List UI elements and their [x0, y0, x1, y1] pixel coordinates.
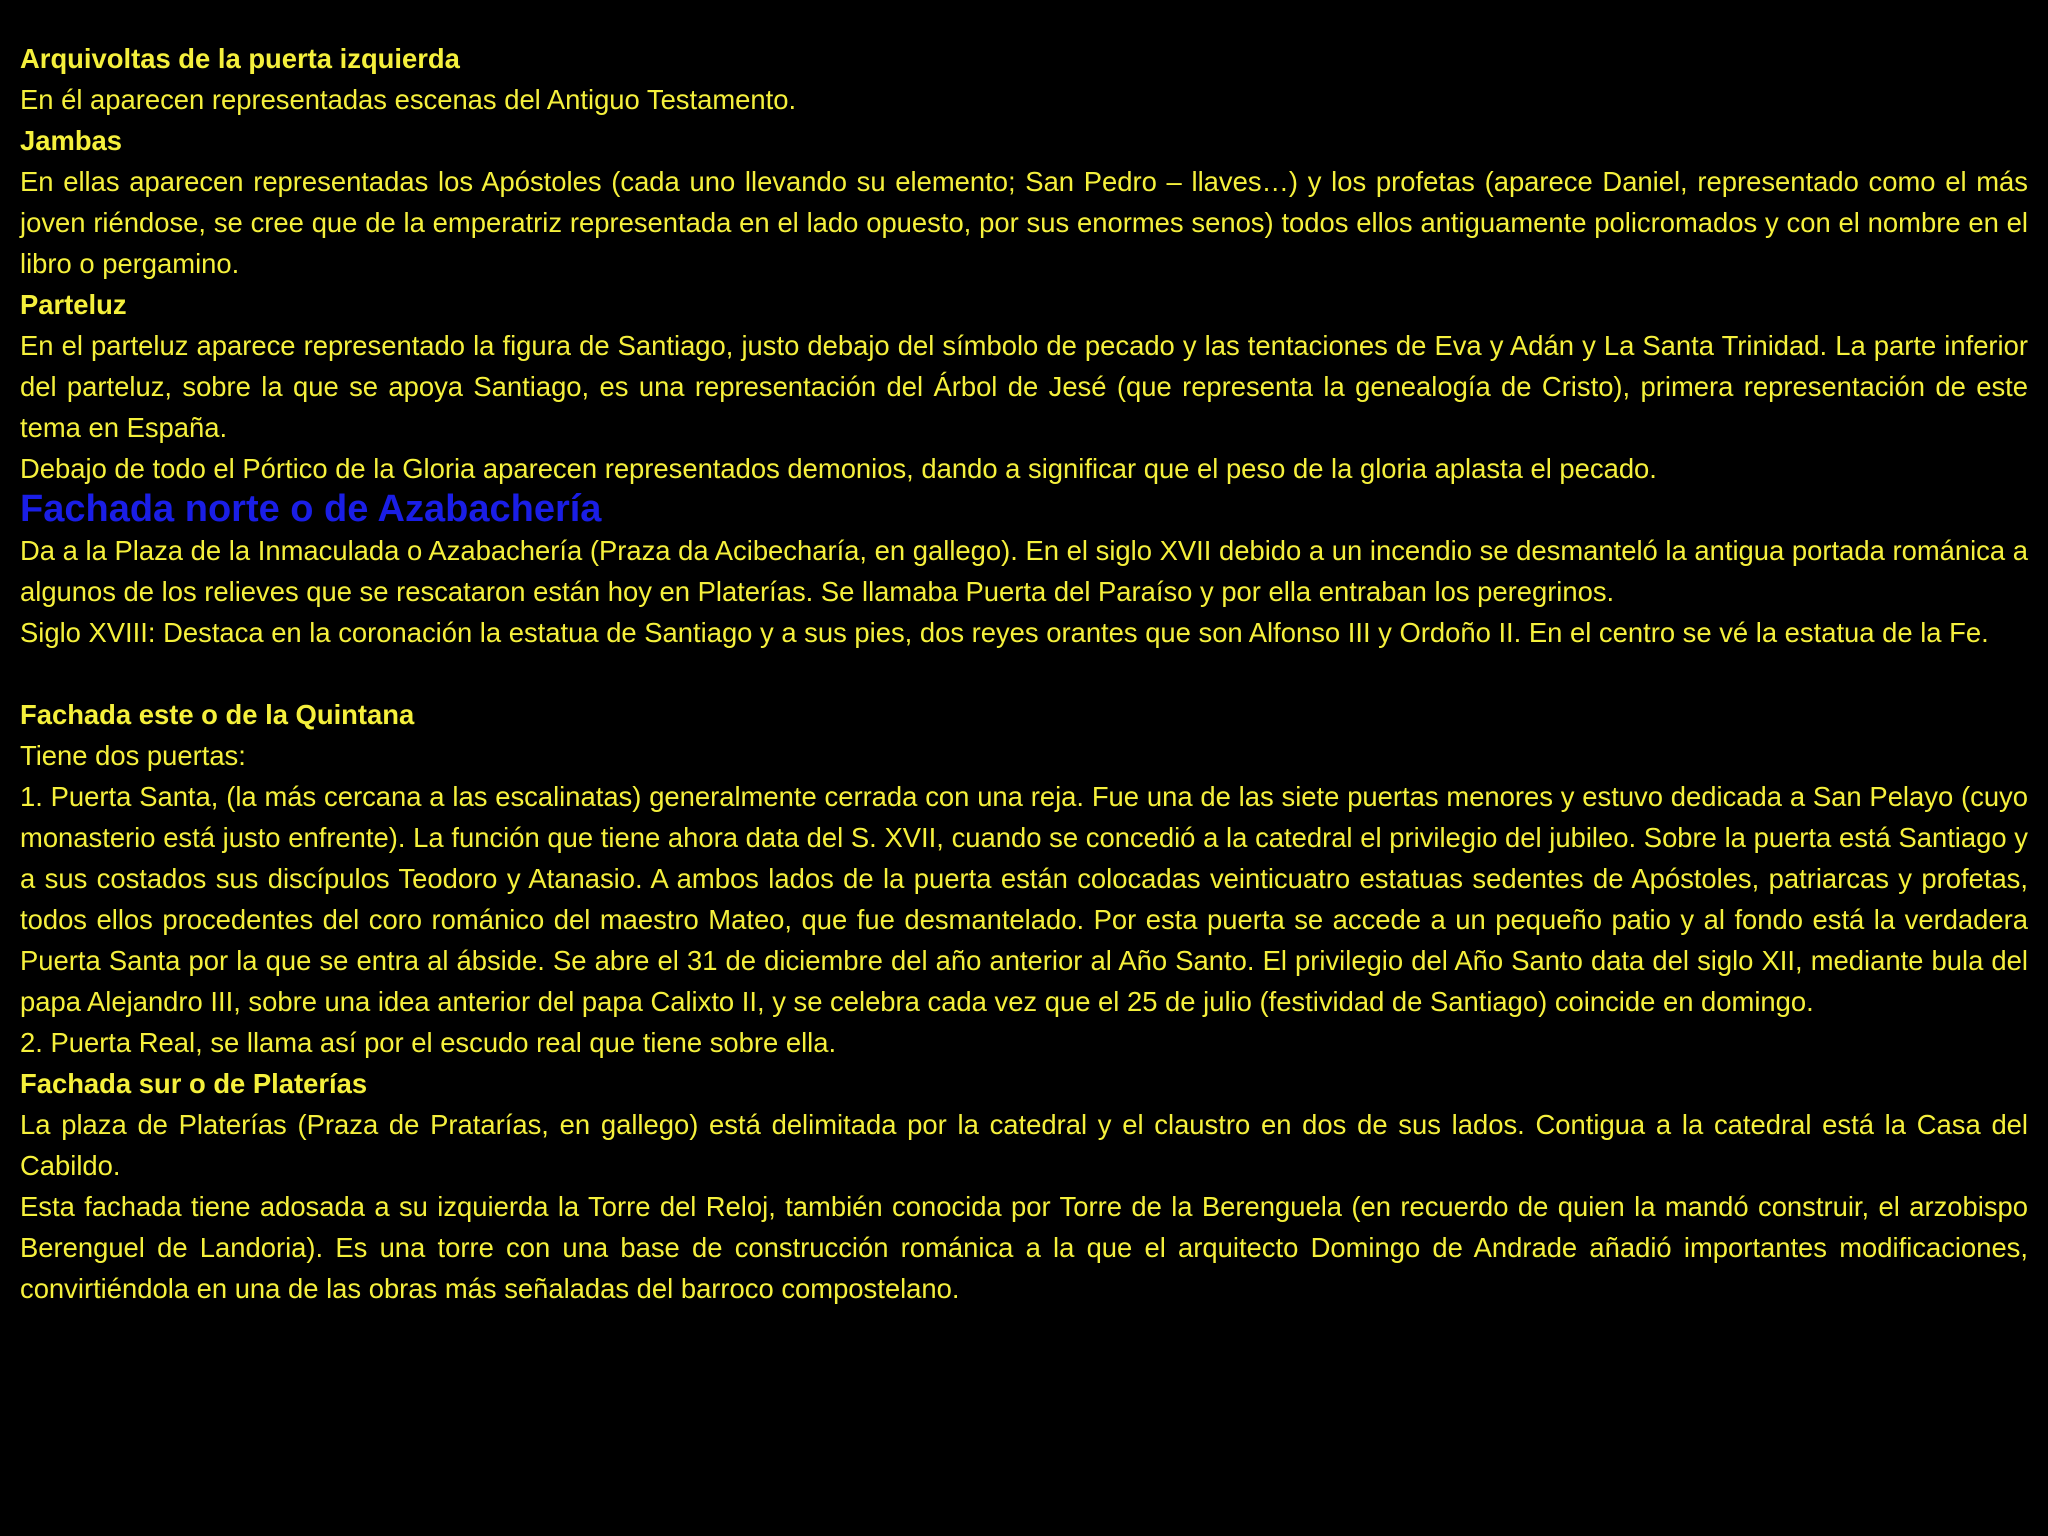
spacer: [20, 653, 2028, 694]
heading-quintana: Fachada este o de la Quintana: [20, 699, 415, 730]
text-parteluz-demonios: Debajo de todo el Pórtico de la Gloria aparecen representados demonios, dando a significar que el peso de la gloria aplasta el pecado.: [20, 453, 1657, 484]
text-quintana-puerta-santa: 1. Puerta Santa, (la más cercana a las escalinatas) generalmente cerrada con una reja. Fue una de las siete puertas menores y estuvo dedicada a San Pelayo (cuyo monasterio está justo enfrente). La función que tiene ahora data del S. XVII, cuando se concedió a la catedral el privilegio del jubileo. Sobre la puerta está Santiago y a sus costados sus discípulos Teodoro y Atanasio. A ambos lados de la puerta están colocadas veinticuatro estatuas sedentes de Apóstoles, patriarcas y profetas, todos ellos procedentes del coro románico del maestro Mateo, que fue desmantelado. Por esta puerta se accede a un pequeño patio y al fondo está la verdadera Puerta Santa por la que se entra al ábside. Se abre el 31 de diciembre del año anterior al Año Santo. El privilegio del Año Santo data del siglo XII, mediante bula del papa Alejandro III, sobre una idea anterior del papa Calixto II, y se celebra cada vez que el 25 de julio (festividad de Santiago) coincide en domingo.: [20, 781, 2028, 1017]
text-azabacheria: Da a la Plaza de la Inmaculada o Azabachería (Praza da Acibecharía, en gallego). En el siglo XVII debido a un incendio se desmanteló la antigua portada románica a algunos de los relieves que se rescataron están hoy en Platerías. Se llamaba Puerta del Paraíso y por ella entraban los peregrinos.: [20, 535, 2028, 607]
heading-azabacheria: Fachada norte o de Azabachería: [20, 488, 602, 530]
text-platerias-torre: Esta fachada tiene adosada a su izquierda la Torre del Reloj, también conocida por Torre de la Berenguela (en recuerdo de quien la mandó construir, el arzobispo Berenguel de Landoria). Es una torre con una base de construcción románica a la que el arquitecto Domingo de Andrade añadió importantes modificaciones, convirtiéndola en una de las obras más señaladas del barroco compostelano.: [20, 1191, 2028, 1304]
text-quintana-intro: Tiene dos puertas:: [20, 740, 246, 771]
text-platerias: La plaza de Platerías (Praza de Pratarías, en gallego) está delimitada por la catedral y el claustro en dos de sus lados. Contigua a la catedral está la Casa del Cabildo.: [20, 1109, 2028, 1181]
text-quintana-puerta-real: 2. Puerta Real, se llama así por el escudo real que tiene sobre ella.: [20, 1027, 837, 1058]
text-arquivoltas: En él aparecen representadas escenas del Antiguo Testamento.: [20, 84, 797, 115]
text-azabacheria-siglo-xviii: Siglo XVIII: Destaca en la coronación la estatua de Santiago y a sus pies, dos reyes orantes que son Alfonso III y Ordoño II. En el centro se vé la estatua de la Fe.: [20, 617, 1989, 648]
text-jambas: En ellas aparecen representadas los Apóstoles (cada uno llevando su elemento; San Pedro – llaves…) y los profetas (aparece Daniel, representado como el más joven riéndose, se cree que de la emperatriz representada en el lado opuesto, por sus enormes senos) todos ellos antiguamente policromados y con el nombre en el libro o pergamino.: [20, 166, 2028, 279]
heading-parteluz: Parteluz: [20, 289, 127, 320]
heading-arquivoltas: Arquivoltas de la puerta izquierda: [20, 43, 460, 74]
heading-jambas: Jambas: [20, 125, 123, 156]
heading-platerias: Fachada sur o de Platerías: [20, 1068, 368, 1099]
slide-content: [20, 38, 2028, 1309]
text-parteluz: En el parteluz aparece representado la figura de Santiago, justo debajo del símbolo de pecado y las tentaciones de Eva y Adán y La Santa Trinidad. La parte inferior del parteluz, sobre la que se apoya Santiago, es una representación del Árbol de Jesé (que representa la genealogía de Cristo), primera representación de este tema en España.: [20, 330, 2028, 443]
